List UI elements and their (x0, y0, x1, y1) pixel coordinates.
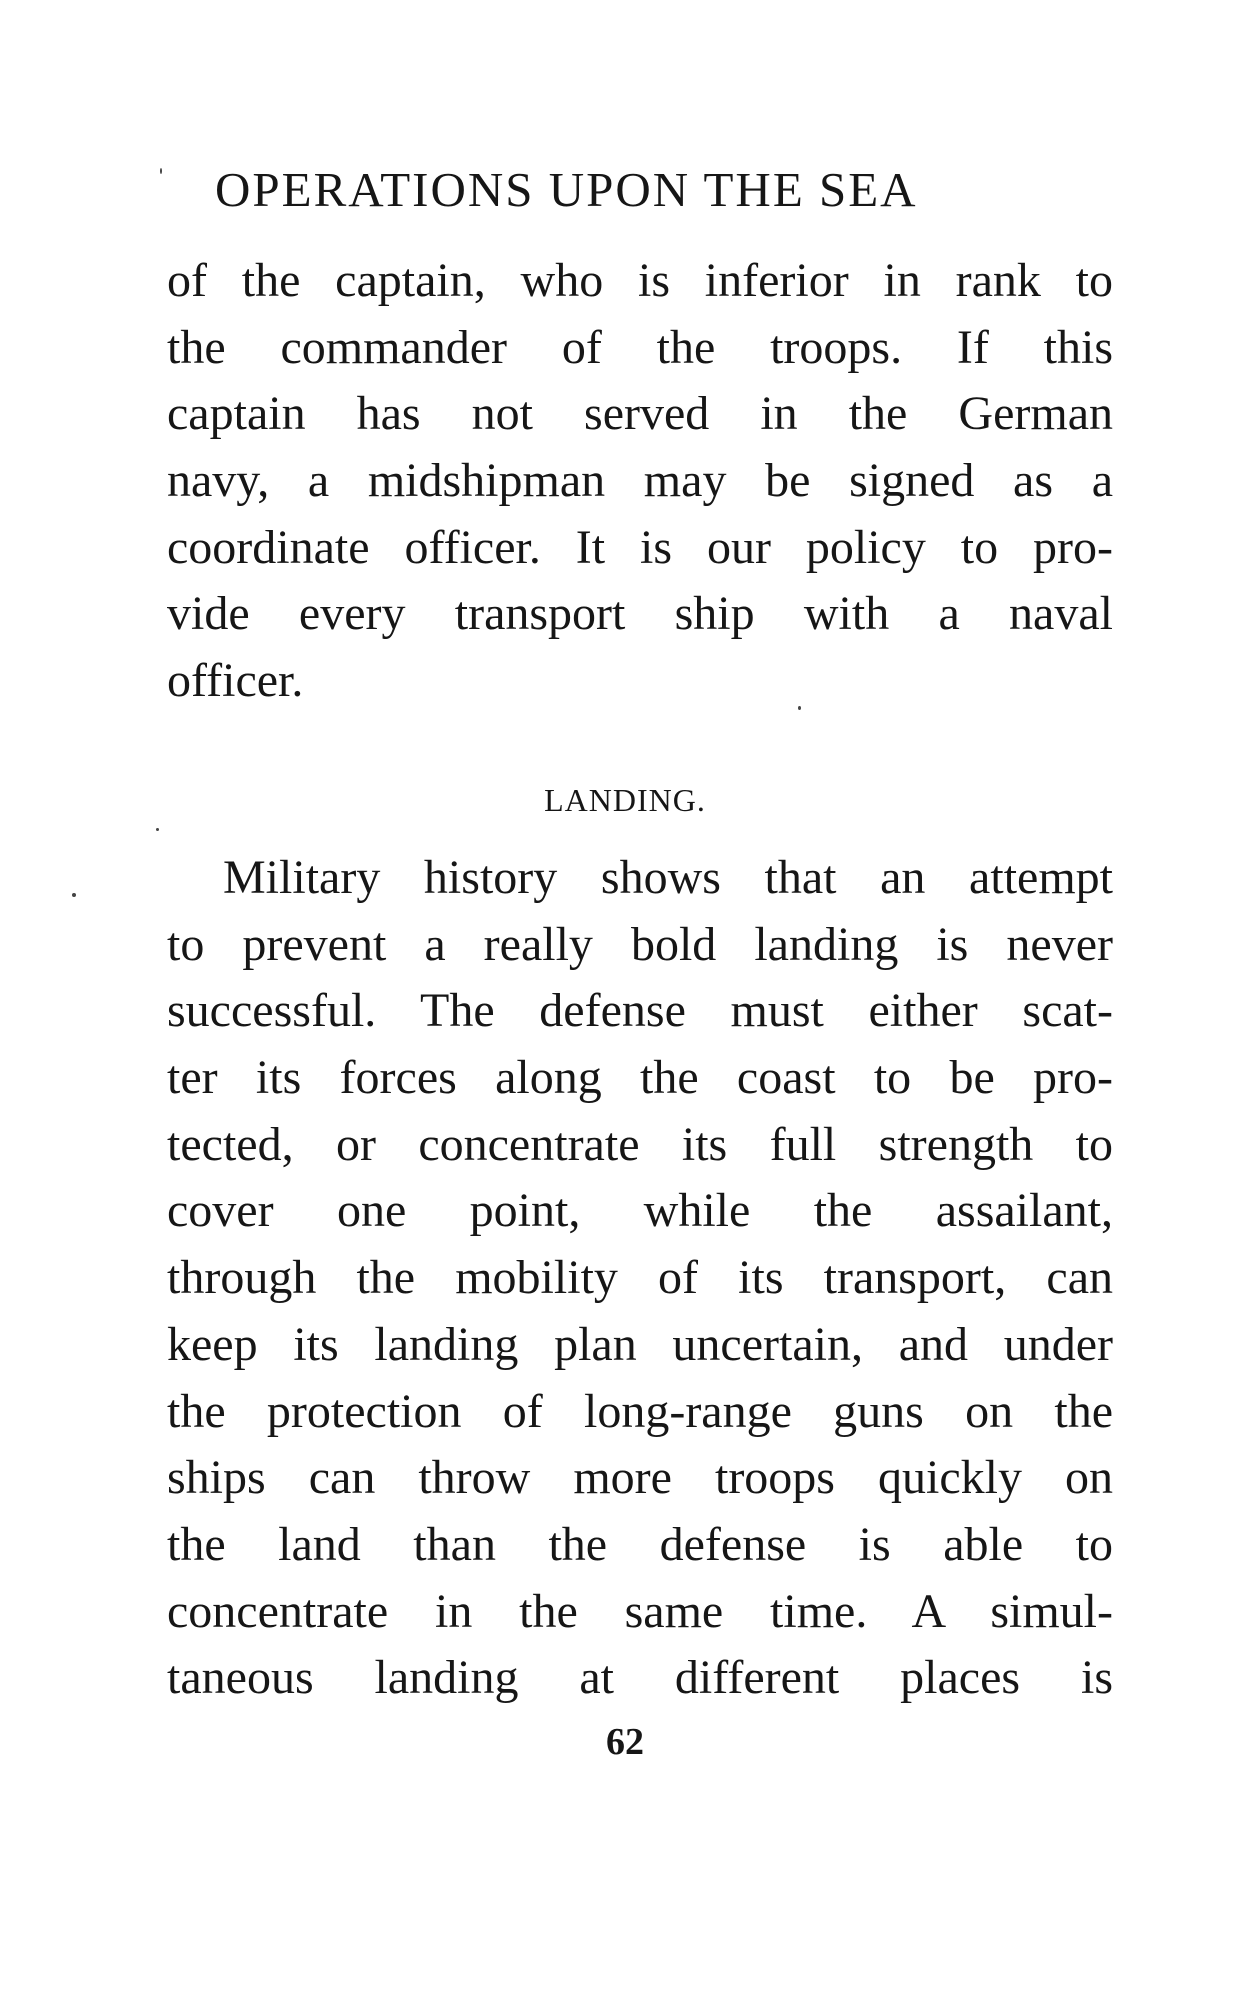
section-heading: LANDING. (544, 782, 706, 818)
text-line: ter its forces along the coast to be pro- (167, 1051, 1113, 1105)
text-line: officer. (167, 654, 304, 708)
paragraph-1 (167, 248, 1113, 715)
page-number: 62 (606, 1721, 644, 1763)
text-line: to prevent a really bold landing is never (167, 917, 1113, 971)
text-line: coordinate officer. It is our policy to pro- (167, 520, 1113, 574)
text-line: successful. The defense must either scat- (167, 984, 1113, 1038)
scan-speck (72, 893, 76, 897)
text-line: of the captain, who is inferior in rank to (167, 254, 1113, 307)
text-line: keep its landing plan uncertain, and under (167, 1317, 1113, 1371)
text-line: through the mobility of its transport, can (167, 1251, 1113, 1305)
text-line: the commander of the troops. If this (167, 320, 1113, 374)
text-line: cover one point, while the assailant, (167, 1184, 1113, 1238)
scan-speck (156, 828, 159, 831)
text-line: tected, or concentrate its full strength to (167, 1117, 1113, 1171)
paragraph-2 (167, 845, 1113, 1712)
running-head: OPERATIONS UPON THE SEA (215, 162, 918, 217)
text-line: concentrate in the same time. A simul- (167, 1584, 1113, 1638)
text-line: the land than the defense is able to (167, 1517, 1113, 1571)
text-line: navy, a midshipman may be signed as a (167, 454, 1113, 508)
text-line: Military history shows that an attempt (223, 851, 1113, 904)
text-line: taneous landing at different places is (167, 1651, 1113, 1705)
scan-speck (798, 706, 801, 710)
text-line: captain has not served in the German (167, 387, 1113, 441)
scan-speck (160, 168, 162, 174)
text-line: ships can throw more troops quickly on (167, 1451, 1113, 1505)
text-line: vide every transport ship with a naval (167, 587, 1113, 641)
text-line: the protection of long-range guns on the (167, 1384, 1113, 1438)
